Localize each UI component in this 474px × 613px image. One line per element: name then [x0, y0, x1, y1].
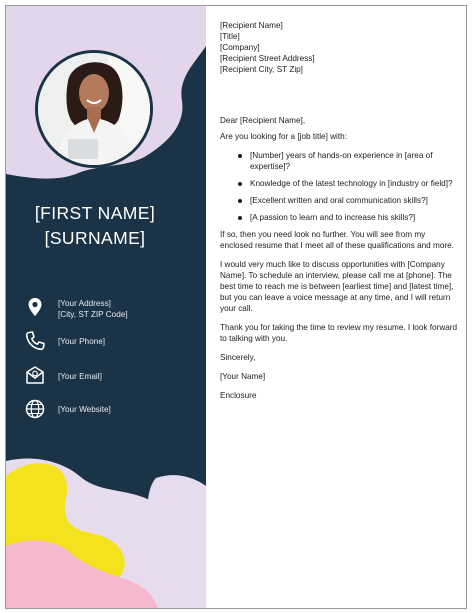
- list-item: [A passion to learn and to increase his skills?]: [250, 212, 460, 223]
- paragraph-3: Thank you for taking the time to review my resume. I look forward to talking with you.: [220, 323, 458, 343]
- surname: [SURNAME]: [44, 228, 146, 248]
- address-line-1: [Your Address]: [58, 299, 111, 308]
- email-icon: [24, 364, 46, 386]
- list-item: [Excellent written and oral communication skills?]: [250, 195, 460, 206]
- document-page: [5, 5, 467, 609]
- location-pin-icon: [24, 296, 46, 318]
- website-text: [Your Website]: [58, 405, 111, 414]
- sidebar: [6, 6, 206, 609]
- enclosure-note: Enclosure: [220, 391, 257, 400]
- address-line-2: [City, ST ZIP Code]: [58, 310, 128, 319]
- recipient-company: [Company]: [220, 43, 260, 52]
- profile-photo: [35, 50, 153, 168]
- intro-paragraph: Are you looking for a [job title] with:: [220, 132, 347, 141]
- globe-icon: [24, 398, 46, 420]
- phone-icon: [24, 330, 46, 352]
- closing: Sincerely,: [220, 353, 256, 362]
- cover-letter-body: [220, 20, 460, 401]
- signature-name: [Your Name]: [220, 372, 266, 381]
- recipient-street: [Recipient Street Address]: [220, 54, 315, 63]
- phone-text: [Your Phone]: [58, 337, 106, 346]
- list-item: [Number] years of hands-on experience in [area of expertise]?: [250, 150, 460, 172]
- paragraph-2: I would very much like to discuss opportunities with [Company Name]. To schedule an interview, please call me at [phone]. The best time to reach me is between [earliest time] and [latest time], but you can leave a voice message at any time, and I will return your call.: [220, 260, 454, 313]
- first-name: [FIRST NAME]: [34, 203, 156, 223]
- email-text: [Your Email]: [58, 372, 102, 381]
- paragraph-1: If so, then you need look no further. You will see from my enclosed resume that I meet all of these qualifications and more.: [220, 230, 454, 250]
- salutation: Dear [Recipient Name],: [220, 116, 306, 125]
- applicant-name: [6, 201, 184, 251]
- recipient-address: [220, 20, 460, 75]
- recipient-city: [Recipient City, ST Zip]: [220, 65, 303, 74]
- recipient-name: [Recipient Name]: [220, 21, 283, 30]
- recipient-title: [Title]: [220, 32, 240, 41]
- qualifications-list: [220, 150, 460, 223]
- list-item: Knowledge of the latest technology in [industry or field]?: [250, 178, 460, 189]
